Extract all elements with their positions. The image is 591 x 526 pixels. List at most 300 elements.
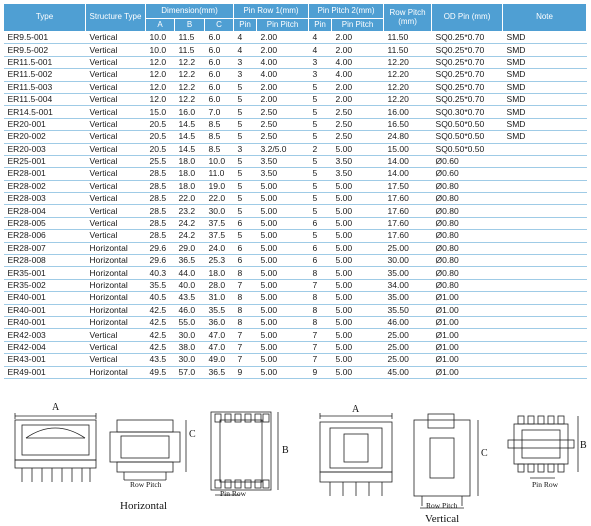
cell-dim-b: 22.0 [175, 193, 205, 205]
cell-od-pin: Ø1.00 [432, 292, 503, 304]
cell-pin-row-pitch: 5.00 [257, 279, 309, 291]
label-row-pitch-horizontal: Row Pitch [130, 480, 162, 489]
table-row [4, 279, 587, 291]
table-row [4, 131, 587, 143]
cell-note [503, 366, 587, 378]
cell-pin-row-pin: 6 [234, 242, 257, 254]
cell-pin-row-pin: 5 [234, 106, 257, 118]
table-row [4, 341, 587, 353]
cell-structure: Vertical [86, 131, 146, 143]
cell-dim-a: 12.0 [146, 93, 175, 105]
cell-dim-a: 29.6 [146, 242, 175, 254]
dimension-drawings [0, 398, 591, 526]
cell-note [503, 292, 587, 304]
cell-type: ER11.5-002 [4, 69, 86, 81]
cell-type: ER28-006 [4, 230, 86, 242]
cell-structure: Vertical [86, 32, 146, 44]
cell-structure: Vertical [86, 354, 146, 366]
cell-pin2-pin: 6 [309, 217, 332, 229]
cell-dim-c: 6.0 [205, 93, 234, 105]
cell-note [503, 143, 587, 155]
cell-dim-c: 10.0 [205, 155, 234, 167]
cell-dim-c: 8.5 [205, 143, 234, 155]
cell-note: SMD [503, 106, 587, 118]
cell-structure: Vertical [86, 56, 146, 68]
table-row [4, 217, 587, 229]
cell-dim-a: 10.0 [146, 44, 175, 56]
cell-pin-row-pitch: 2.00 [257, 93, 309, 105]
subheader-pin-2: Pin [309, 19, 332, 32]
cell-od-pin: SQ0.50*0.50 [432, 131, 503, 143]
cell-pin2-pitch: 5.00 [332, 304, 384, 316]
cell-pin2-pitch: 5.00 [332, 180, 384, 192]
cell-pin-row-pitch: 4.00 [257, 56, 309, 68]
cell-dim-b: 55.0 [175, 316, 205, 328]
cell-dim-b: 38.0 [175, 341, 205, 353]
cell-pin2-pin: 3 [309, 69, 332, 81]
cell-dim-a: 42.5 [146, 316, 175, 328]
cell-pin2-pitch: 5.00 [332, 341, 384, 353]
cell-pin2-pitch: 5.00 [332, 143, 384, 155]
cell-pin-row-pin: 5 [234, 180, 257, 192]
cell-row-pitch: 11.50 [384, 44, 432, 56]
cell-note [503, 217, 587, 229]
cell-pin-row-pitch: 3.50 [257, 155, 309, 167]
cell-od-pin: Ø1.00 [432, 304, 503, 316]
subheader-b: B [175, 19, 205, 32]
cell-pin2-pitch: 5.00 [332, 366, 384, 378]
cell-pin2-pitch: 5.00 [332, 329, 384, 341]
horizontal-bottom-view-drawing [211, 412, 278, 495]
cell-pin-row-pitch: 5.00 [257, 180, 309, 192]
cell-dim-a: 35.5 [146, 279, 175, 291]
cell-pin2-pitch: 5.00 [332, 230, 384, 242]
table-row [4, 155, 587, 167]
cell-dim-b: 24.2 [175, 217, 205, 229]
cell-od-pin: Ø1.00 [432, 316, 503, 328]
cell-row-pitch: 14.00 [384, 155, 432, 167]
cell-pin-row-pitch: 5.00 [257, 230, 309, 242]
cell-pin2-pin: 4 [309, 44, 332, 56]
cell-type: ER42-003 [4, 329, 86, 341]
cell-pin2-pitch: 2.00 [332, 81, 384, 93]
cell-pin-row-pin: 5 [234, 93, 257, 105]
cell-pin2-pin: 7 [309, 341, 332, 353]
cell-row-pitch: 35.50 [384, 304, 432, 316]
cell-pin2-pitch: 3.50 [332, 155, 384, 167]
cell-structure: Vertical [86, 230, 146, 242]
cell-pin-row-pitch: 5.00 [257, 316, 309, 328]
cell-row-pitch: 25.00 [384, 242, 432, 254]
cell-dim-b: 16.0 [175, 106, 205, 118]
cell-pin2-pitch: 2.00 [332, 32, 384, 44]
cell-dim-a: 28.5 [146, 205, 175, 217]
cell-pin2-pin: 8 [309, 292, 332, 304]
cell-type: ER49-001 [4, 366, 86, 378]
cell-dim-b: 30.0 [175, 354, 205, 366]
cell-pin-row-pin: 3 [234, 143, 257, 155]
cell-note: SMD [503, 56, 587, 68]
cell-od-pin: Ø0.80 [432, 242, 503, 254]
cell-row-pitch: 35.00 [384, 267, 432, 279]
cell-dim-c: 35.5 [205, 304, 234, 316]
table-row [4, 242, 587, 254]
cell-pin-row-pin: 4 [234, 44, 257, 56]
cell-dim-b: 40.0 [175, 279, 205, 291]
cell-pin-row-pin: 7 [234, 329, 257, 341]
cell-od-pin: SQ0.25*0.70 [432, 56, 503, 68]
cell-pin2-pitch: 5.00 [332, 316, 384, 328]
cell-structure: Vertical [86, 341, 146, 353]
cell-dim-a: 15.0 [146, 106, 175, 118]
cell-pin-row-pitch: 5.00 [257, 217, 309, 229]
cell-pin2-pin: 3 [309, 56, 332, 68]
cell-structure: Horizontal [86, 279, 146, 291]
cell-note [503, 267, 587, 279]
cell-od-pin: Ø0.80 [432, 180, 503, 192]
cell-pin-row-pitch: 5.00 [257, 255, 309, 267]
cell-dim-b: 18.0 [175, 155, 205, 167]
cell-od-pin: SQ0.25*0.70 [432, 81, 503, 93]
cell-row-pitch: 17.50 [384, 180, 432, 192]
cell-pin2-pin: 5 [309, 155, 332, 167]
cell-dim-b: 43.5 [175, 292, 205, 304]
cell-row-pitch: 16.00 [384, 106, 432, 118]
cell-type: ER9.5-002 [4, 44, 86, 56]
cell-pin2-pitch: 2.50 [332, 106, 384, 118]
cell-od-pin: SQ0.25*0.70 [432, 69, 503, 81]
cell-pin2-pitch: 3.50 [332, 168, 384, 180]
cell-dim-c: 7.0 [205, 106, 234, 118]
cell-dim-c: 49.0 [205, 354, 234, 366]
cell-dim-b: 44.0 [175, 267, 205, 279]
cell-pin2-pin: 5 [309, 93, 332, 105]
cell-note [503, 168, 587, 180]
cell-od-pin: Ø0.80 [432, 193, 503, 205]
cell-pin-row-pin: 5 [234, 155, 257, 167]
cell-pin2-pitch: 5.00 [332, 193, 384, 205]
cell-note [503, 155, 587, 167]
table-row [4, 329, 587, 341]
cell-dim-b: 12.2 [175, 93, 205, 105]
cell-type: ER28-004 [4, 205, 86, 217]
label-pin-row-vertical: Pin Row [532, 480, 559, 489]
cell-dim-a: 28.5 [146, 193, 175, 205]
table-row [4, 93, 587, 105]
cell-note [503, 242, 587, 254]
cell-row-pitch: 34.00 [384, 279, 432, 291]
cell-dim-b: 18.0 [175, 180, 205, 192]
cell-dim-c: 6.0 [205, 32, 234, 44]
cell-structure: Horizontal [86, 292, 146, 304]
cell-pin-row-pin: 8 [234, 292, 257, 304]
cell-pin2-pin: 5 [309, 180, 332, 192]
cell-row-pitch: 12.20 [384, 56, 432, 68]
cell-pin-row-pin: 5 [234, 131, 257, 143]
cell-dim-a: 10.0 [146, 32, 175, 44]
cell-dim-a: 20.5 [146, 143, 175, 155]
cell-structure: Vertical [86, 205, 146, 217]
cell-row-pitch: 35.00 [384, 292, 432, 304]
cell-pin-row-pin: 6 [234, 217, 257, 229]
cell-type: ER28-001 [4, 168, 86, 180]
label-a-horizontal: A [52, 402, 60, 413]
cell-pin-row-pitch: 5.00 [257, 304, 309, 316]
cell-od-pin: Ø0.80 [432, 230, 503, 242]
table-row [4, 205, 587, 217]
cell-note [503, 230, 587, 242]
header-note: Note [503, 4, 587, 32]
cell-structure: Vertical [86, 155, 146, 167]
cell-row-pitch: 14.00 [384, 168, 432, 180]
cell-type: ER11.5-003 [4, 81, 86, 93]
cell-dim-b: 57.0 [175, 366, 205, 378]
cell-pin-row-pitch: 5.00 [257, 242, 309, 254]
table-row [4, 267, 587, 279]
cell-dim-b: 14.5 [175, 131, 205, 143]
table-row [4, 230, 587, 242]
cell-pin-row-pin: 5 [234, 230, 257, 242]
cell-note [503, 205, 587, 217]
cell-dim-a: 42.5 [146, 329, 175, 341]
cell-pin-row-pin: 7 [234, 341, 257, 353]
cell-od-pin: Ø0.60 [432, 155, 503, 167]
horizontal-front-view-drawing [15, 413, 96, 482]
cell-structure: Vertical [86, 180, 146, 192]
table-row [4, 354, 587, 366]
cell-dim-c: 22.0 [205, 193, 234, 205]
cell-type: ER11.5-004 [4, 93, 86, 105]
cell-pin-row-pitch: 5.00 [257, 341, 309, 353]
subheader-pin-pitch-2: Pin Pitch [332, 19, 384, 32]
cell-dim-c: 37.5 [205, 217, 234, 229]
cell-pin-row-pitch: 2.00 [257, 81, 309, 93]
cell-note [503, 354, 587, 366]
table-row [4, 255, 587, 267]
cell-pin-row-pin: 3 [234, 69, 257, 81]
cell-pin-row-pitch: 5.00 [257, 354, 309, 366]
cell-row-pitch: 16.50 [384, 118, 432, 130]
cell-pin-row-pitch: 2.50 [257, 131, 309, 143]
vertical-bottom-view-drawing [508, 416, 578, 478]
cell-pin2-pin: 8 [309, 267, 332, 279]
cell-pin2-pin: 5 [309, 81, 332, 93]
cell-pin-row-pitch: 5.00 [257, 292, 309, 304]
cell-row-pitch: 25.00 [384, 354, 432, 366]
cell-structure: Vertical [86, 193, 146, 205]
cell-pin2-pitch: 5.00 [332, 267, 384, 279]
cell-pin-row-pitch: 4.00 [257, 69, 309, 81]
cell-od-pin: SQ0.50*0.50 [432, 143, 503, 155]
table-row [4, 81, 587, 93]
cell-dim-a: 42.5 [146, 304, 175, 316]
label-b-horizontal: B [282, 445, 289, 456]
cell-pin-row-pin: 3 [234, 56, 257, 68]
cell-pin-row-pitch: 5.00 [257, 366, 309, 378]
cell-pin2-pin: 5 [309, 106, 332, 118]
cell-dim-c: 36.0 [205, 316, 234, 328]
cell-pin-row-pitch: 2.50 [257, 118, 309, 130]
cell-pin2-pin: 8 [309, 316, 332, 328]
cell-dim-b: 14.5 [175, 143, 205, 155]
cell-dim-b: 11.5 [175, 44, 205, 56]
cell-row-pitch: 17.60 [384, 193, 432, 205]
table-row [4, 292, 587, 304]
cell-od-pin: Ø0.80 [432, 255, 503, 267]
cell-dim-b: 46.0 [175, 304, 205, 316]
label-row-pitch-vertical: Row Pitch [426, 501, 458, 510]
cell-dim-a: 12.0 [146, 56, 175, 68]
cell-structure: Horizontal [86, 242, 146, 254]
cell-pin-row-pitch: 3.2/5.0 [257, 143, 309, 155]
cell-pin2-pin: 5 [309, 205, 332, 217]
cell-type: ER28-005 [4, 217, 86, 229]
cell-pin2-pin: 5 [309, 193, 332, 205]
cell-pin2-pitch: 2.00 [332, 44, 384, 56]
cell-type: ER20-002 [4, 131, 86, 143]
cell-dim-a: 25.5 [146, 155, 175, 167]
cell-pin2-pin: 8 [309, 304, 332, 316]
cell-dim-b: 11.5 [175, 32, 205, 44]
cell-structure: Vertical [86, 93, 146, 105]
horizontal-side-view-drawing [110, 420, 186, 480]
cell-pin2-pin: 6 [309, 255, 332, 267]
cell-od-pin: SQ0.50*0.50 [432, 118, 503, 130]
cell-od-pin: SQ0.25*0.70 [432, 93, 503, 105]
cell-type: ER14.5-001 [4, 106, 86, 118]
cell-note [503, 279, 587, 291]
subheader-pin: Pin [234, 19, 257, 32]
cell-note [503, 329, 587, 341]
cell-dim-a: 28.5 [146, 217, 175, 229]
cell-dim-a: 28.5 [146, 230, 175, 242]
cell-pin-row-pin: 9 [234, 366, 257, 378]
cell-structure: Horizontal [86, 255, 146, 267]
cell-dim-c: 30.0 [205, 205, 234, 217]
table-row [4, 44, 587, 56]
cell-od-pin: Ø1.00 [432, 341, 503, 353]
table-row [4, 168, 587, 180]
cell-structure: Vertical [86, 44, 146, 56]
cell-note [503, 304, 587, 316]
cell-note: SMD [503, 131, 587, 143]
cell-dim-b: 24.2 [175, 230, 205, 242]
cell-structure: Vertical [86, 217, 146, 229]
cell-structure: Vertical [86, 329, 146, 341]
cell-dim-c: 19.0 [205, 180, 234, 192]
cell-pin2-pitch: 5.00 [332, 255, 384, 267]
cell-dim-a: 12.0 [146, 69, 175, 81]
header-type: Type [4, 4, 86, 32]
header-structure-type: Structure Type [86, 4, 146, 32]
subheader-a: A [146, 19, 175, 32]
cell-type: ER40-001 [4, 292, 86, 304]
cell-dim-b: 12.2 [175, 81, 205, 93]
cell-dim-b: 30.0 [175, 329, 205, 341]
cell-type: ER35-002 [4, 279, 86, 291]
cell-dim-c: 31.0 [205, 292, 234, 304]
label-b-vertical: B [580, 440, 587, 451]
cell-dim-a: 20.5 [146, 131, 175, 143]
cell-structure: Vertical [86, 106, 146, 118]
cell-od-pin: SQ0.25*0.70 [432, 32, 503, 44]
cell-pin2-pin: 5 [309, 118, 332, 130]
cell-row-pitch: 12.20 [384, 69, 432, 81]
cell-type: ER9.5-001 [4, 32, 86, 44]
caption-horizontal: Horizontal [120, 500, 168, 512]
cell-dim-c: 11.0 [205, 168, 234, 180]
cell-dim-b: 14.5 [175, 118, 205, 130]
spec-table [3, 3, 587, 379]
cell-type: ER40-001 [4, 316, 86, 328]
cell-dim-b: 12.2 [175, 69, 205, 81]
cell-pin-row-pitch: 5.00 [257, 193, 309, 205]
cell-pin2-pitch: 2.50 [332, 118, 384, 130]
cell-structure: Horizontal [86, 267, 146, 279]
cell-od-pin: Ø1.00 [432, 354, 503, 366]
cell-dim-a: 43.5 [146, 354, 175, 366]
cell-type: ER28-008 [4, 255, 86, 267]
cell-type: ER28-002 [4, 180, 86, 192]
cell-pin2-pin: 5 [309, 131, 332, 143]
table-row [4, 32, 587, 44]
cell-pin2-pin: 6 [309, 242, 332, 254]
cell-dim-c: 28.0 [205, 279, 234, 291]
cell-pin-row-pin: 5 [234, 118, 257, 130]
cell-structure: Horizontal [86, 316, 146, 328]
cell-dim-c: 6.0 [205, 69, 234, 81]
cell-pin-row-pin: 4 [234, 32, 257, 44]
cell-od-pin: Ø1.00 [432, 329, 503, 341]
cell-pin-row-pin: 6 [234, 255, 257, 267]
cell-dim-c: 47.0 [205, 329, 234, 341]
vertical-front-view-drawing [320, 413, 392, 496]
cell-od-pin: Ø0.80 [432, 279, 503, 291]
cell-dim-c: 18.0 [205, 267, 234, 279]
cell-note: SMD [503, 32, 587, 44]
cell-pin2-pitch: 5.00 [332, 242, 384, 254]
cell-dim-b: 12.2 [175, 56, 205, 68]
cell-note: SMD [503, 69, 587, 81]
cell-dim-c: 8.5 [205, 131, 234, 143]
table-body [4, 32, 587, 379]
cell-pin2-pitch: 5.00 [332, 217, 384, 229]
table-row [4, 366, 587, 378]
cell-pin2-pitch: 5.00 [332, 205, 384, 217]
header-row-pitch: Row Pitch (mm) [384, 4, 432, 32]
cell-type: ER11.5-001 [4, 56, 86, 68]
cell-type: ER28-003 [4, 193, 86, 205]
table-row [4, 118, 587, 130]
table-row [4, 106, 587, 118]
cell-note: SMD [503, 81, 587, 93]
cell-pin2-pitch: 5.00 [332, 279, 384, 291]
cell-od-pin: Ø0.80 [432, 217, 503, 229]
caption-vertical: Vertical [425, 513, 460, 525]
cell-od-pin: SQ0.30*0.70 [432, 106, 503, 118]
label-c-vertical: C [481, 448, 488, 459]
label-a-vertical: A [352, 404, 360, 415]
table-row [4, 56, 587, 68]
cell-pin-row-pin: 8 [234, 316, 257, 328]
cell-row-pitch: 45.00 [384, 366, 432, 378]
cell-dim-c: 8.5 [205, 118, 234, 130]
cell-dim-c: 6.0 [205, 44, 234, 56]
table-row [4, 304, 587, 316]
cell-row-pitch: 17.60 [384, 217, 432, 229]
cell-pin2-pin: 7 [309, 329, 332, 341]
cell-pin2-pin: 5 [309, 230, 332, 242]
